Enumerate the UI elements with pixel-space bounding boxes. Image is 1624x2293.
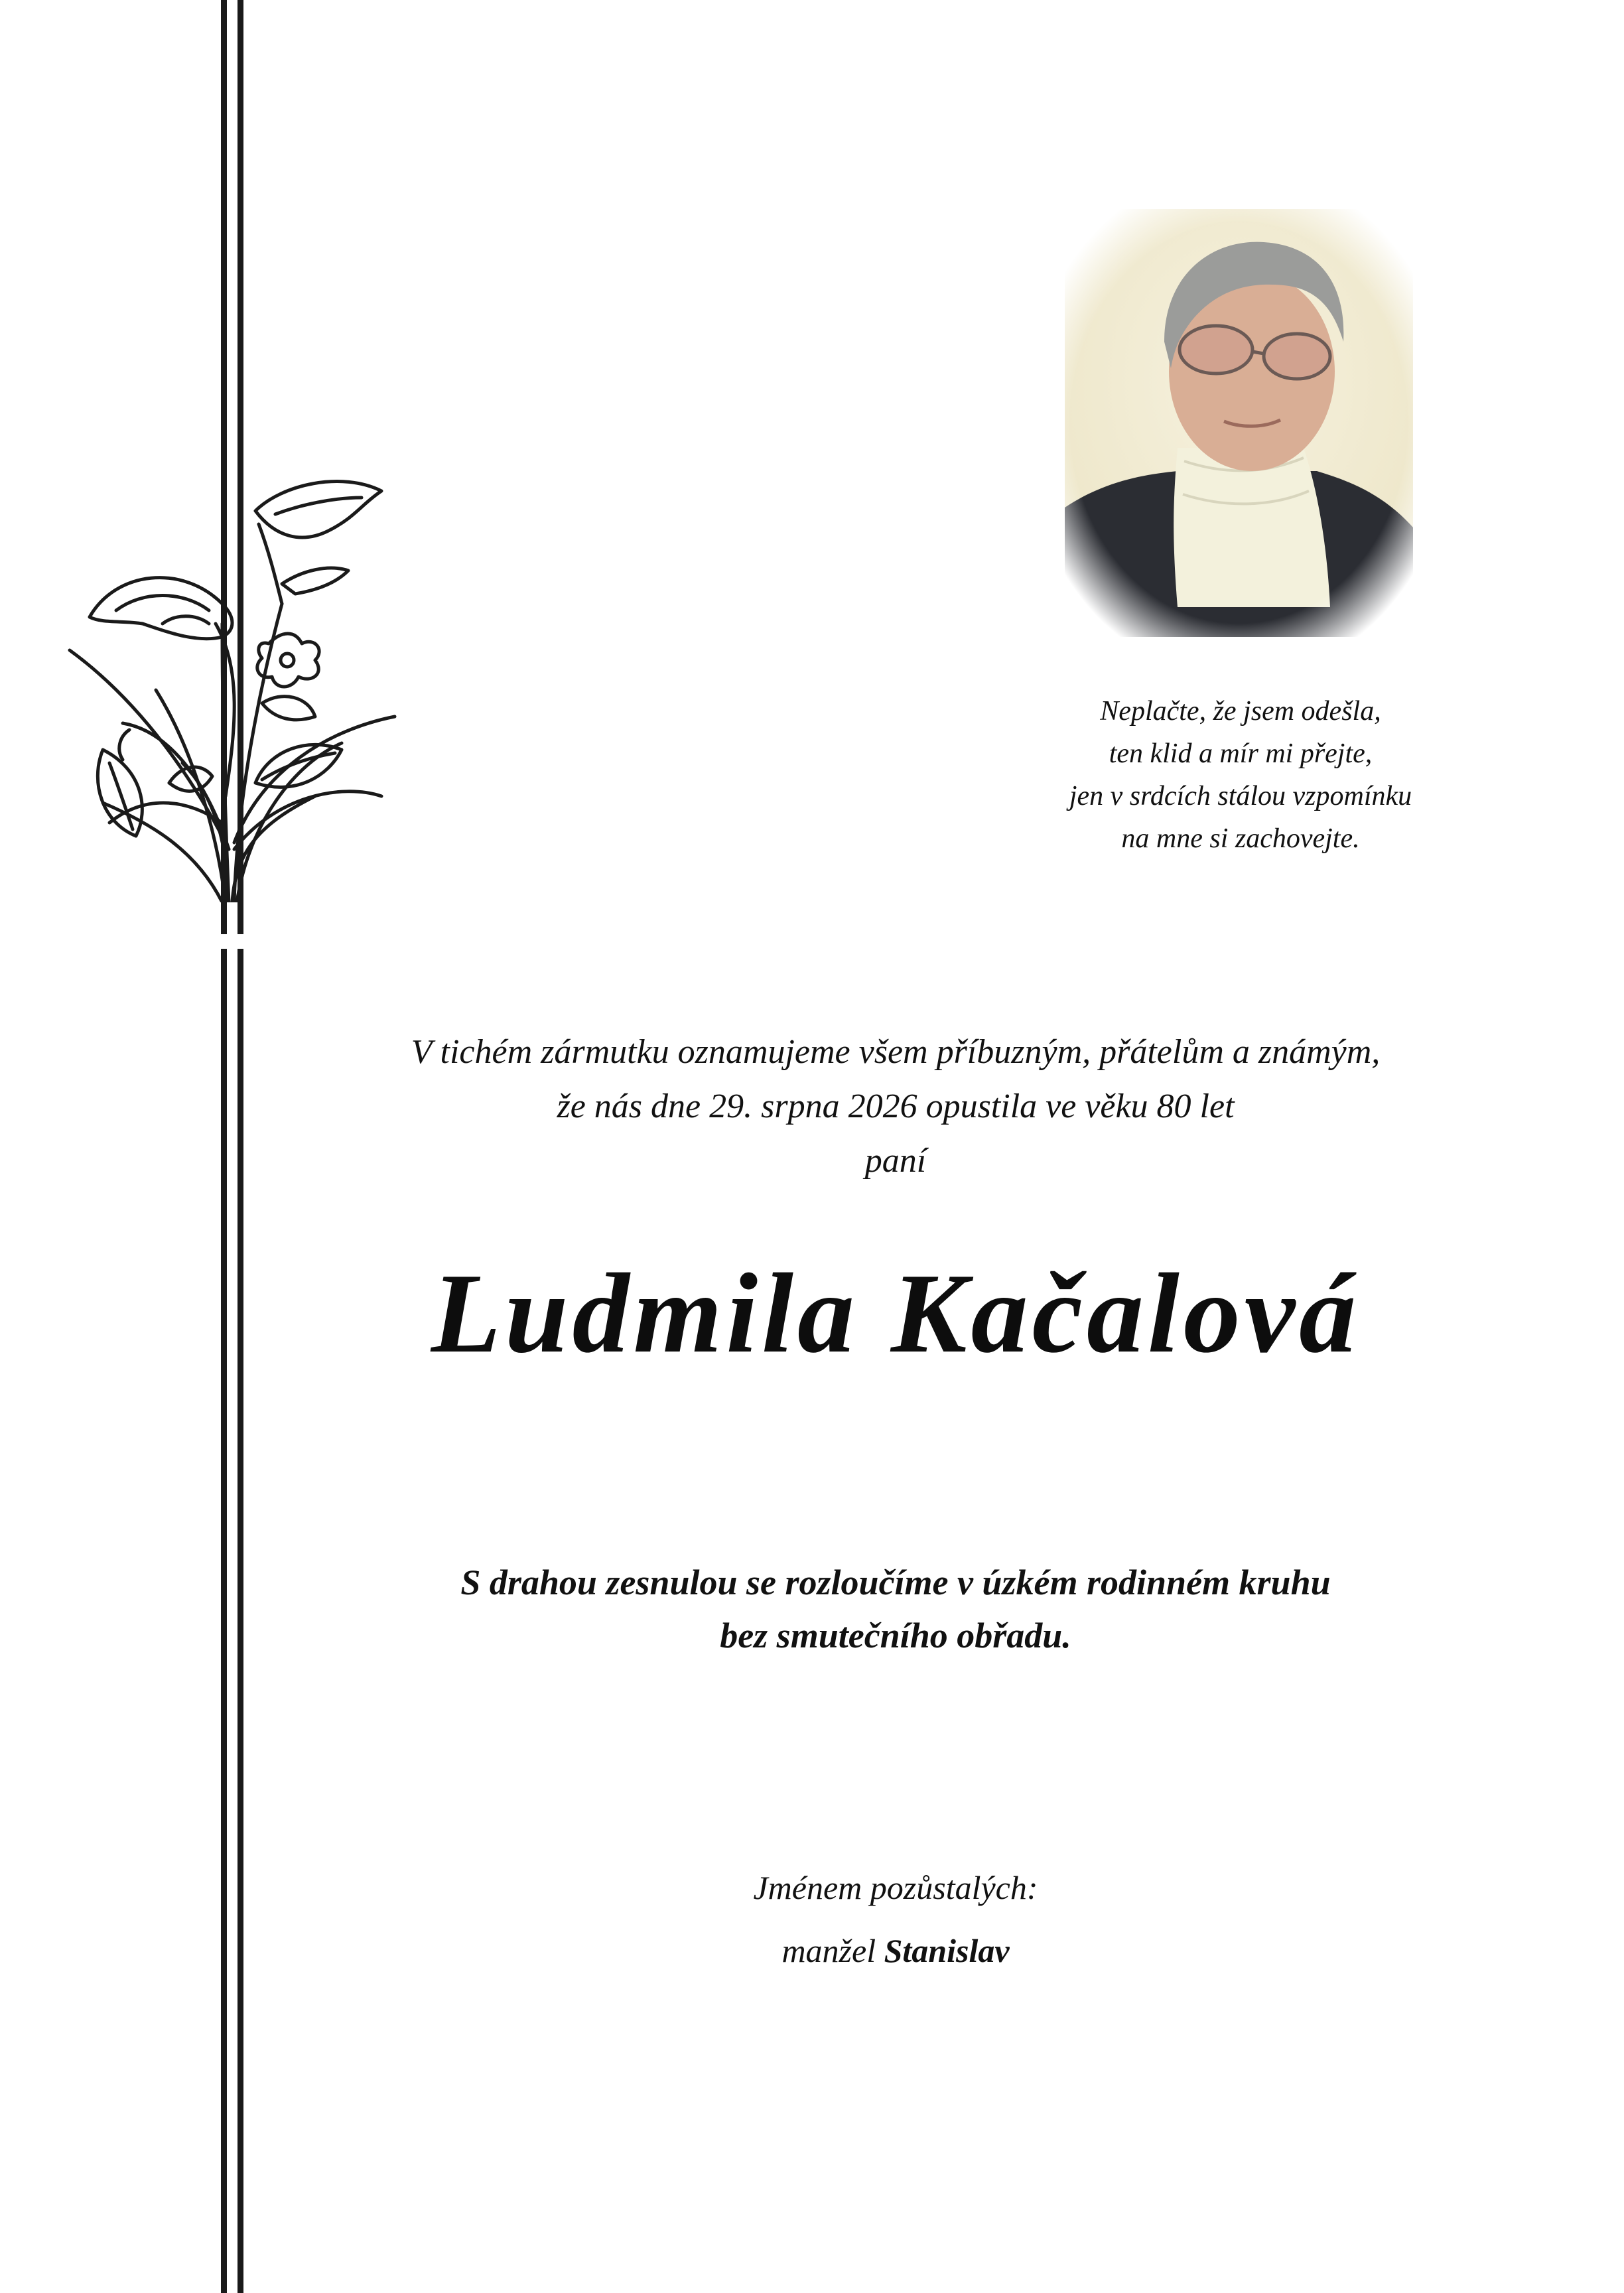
signature-relation: manžel — [781, 1932, 884, 1969]
signature-label: Jménem pozůstalých: — [753, 1869, 1038, 1906]
portrait-photo — [1065, 209, 1413, 637]
calla-lily-flower-icon — [63, 451, 401, 902]
farewell-notice — [272, 1556, 1519, 1662]
announcement-line: že nás dne 29. srpna 2026 opustila ve věku 80 let — [557, 1087, 1235, 1125]
poem-line: jen v srdcích stálou vzpomínku — [1069, 781, 1412, 811]
poem-line: ten klid a mír mi přejte, — [1109, 738, 1373, 769]
poem-line: Neplačte, že jsem odešla, — [1100, 696, 1381, 727]
farewell-line: bez smutečního obřadu. — [720, 1616, 1071, 1655]
vertical-rule-right-lower — [237, 949, 243, 2293]
vertical-rule-left-lower — [221, 949, 227, 2293]
farewell-line: S drahou zesnulou se rozloučíme v úzkém rodinném kruhu — [460, 1563, 1331, 1602]
deceased-name: Ludmila Kačalová — [431, 1251, 1361, 1377]
announcement-line: paní — [864, 1142, 927, 1180]
poem-line: na mne si zachovejte. — [1121, 823, 1360, 854]
signature-names — [272, 1927, 1519, 1974]
announcement — [272, 1025, 1519, 1188]
signature-name: Stanislav — [884, 1932, 1010, 1969]
announcement-line: V tichém zármutku oznamujeme všem příbuzným, přátelům a známým, — [411, 1033, 1381, 1071]
poem — [949, 690, 1532, 860]
